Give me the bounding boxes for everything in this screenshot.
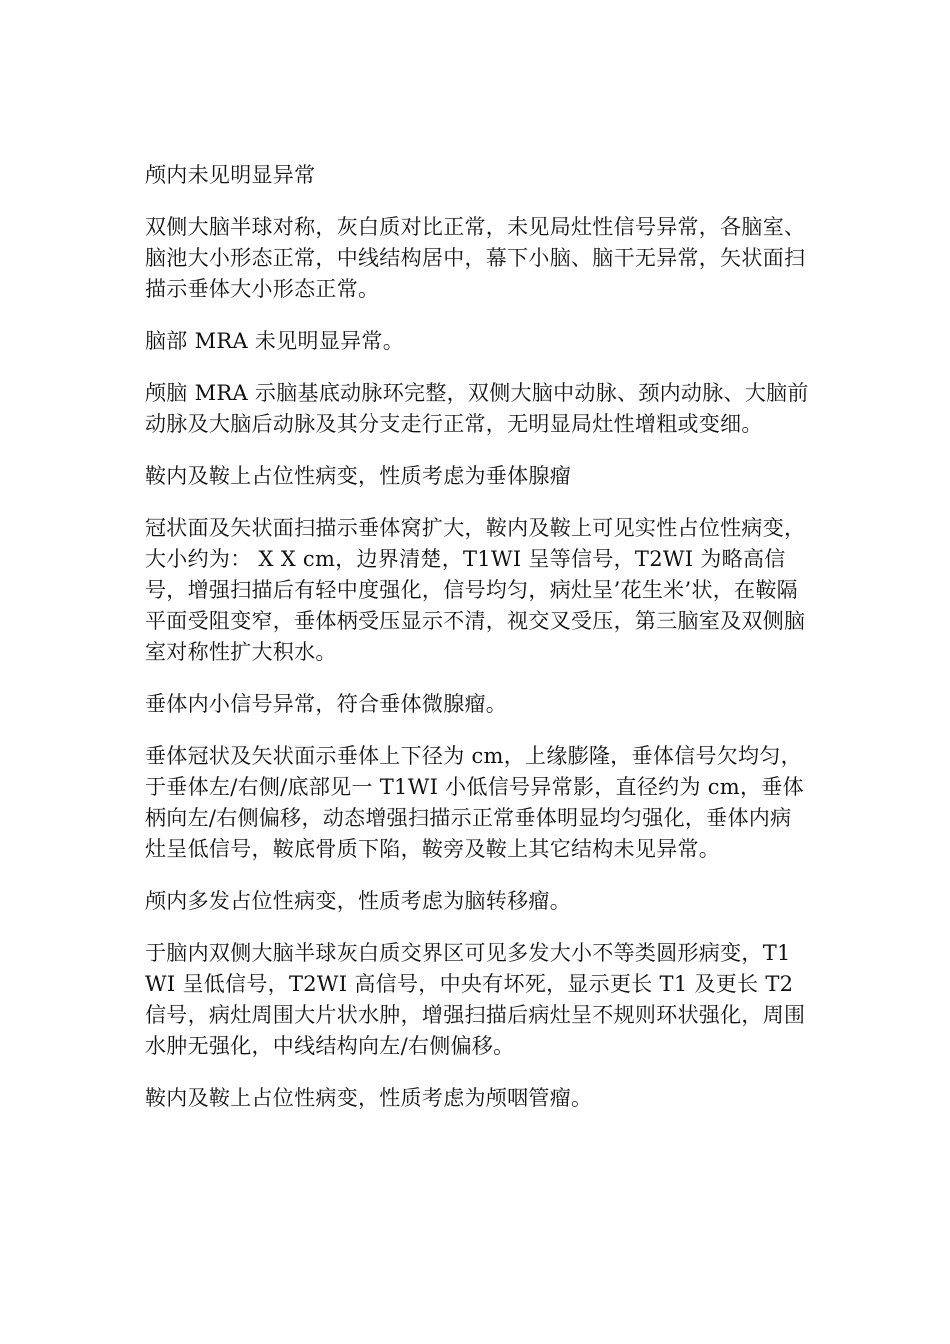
paragraph-finding-heading: 颅内多发占位性病变，性质考虑为脑转移瘤。 [145,889,571,913]
paragraph-finding-heading: 垂体内小信号异常，符合垂体微腺瘤。 [145,692,508,716]
paragraph-finding-heading: 鞍内及鞍上占位性病变，性质考虑为垂体腺瘤 [145,464,571,488]
paragraph-description: 于脑内双侧大脑半球灰白质交界区可见多发大小不等类圆形病变，T1WI 呈低信号，T2WI 高信号，中央有坏死，显示更长 T1 及更长 T2 信号，病灶周围大片状水肿，增强扫描后病灶呈不规则环状强化，周围水肿无强化，中线结构向左/右侧偏移。 [145,941,806,1058]
paragraph-finding-heading: 颅内未见明显异常 [145,163,316,187]
paragraph-description: 颅脑 MRA 示脑基底动脉环完整，双侧大脑中动脉、颈内动脉、大脑前动脉及大脑后动脉及其分支走行正常，无明显局灶性增粗或变细。 [145,381,809,436]
paragraph-description: 双侧大脑半球对称，灰白质对比正常，未见局灶性信号异常，各脑室、脑池大小形态正常，中线结构居中，幕下小脑、脑干无异常，矢状面扫描示垂体大小形态正常。 [145,215,806,301]
paragraph-description: 垂体冠状及矢状面示垂体上下径为 cm，上缘膨隆，垂体信号欠均匀，于垂体左/右侧/底部见一 T1WI 小低信号异常影，直径约为 cm，垂体柄向左/右侧偏移，动态增强扫描示正常垂体明显均匀强化，垂体内病灶呈低信号，鞍底骨质下陷，鞍旁及鞍上其它结构未见异常。 [145,744,804,861]
paragraph-description: 冠状面及矢状面扫描示垂体窝扩大，鞍内及鞍上可见实性占位性病变，大小约为： X X cm，边界清楚，T1WI 呈等信号，T2WI 为略高信号，增强扫描后有轻中度强化，信号均匀，病灶呈’花生米’状，在鞍隔平面受阻变窄，垂体柄受压显示不清，视交叉受压，第三脑室及双侧脑室对称性扩大积水。 [145,516,806,664]
paragraph-finding-heading: 脑部 MRA 未见明显异常。 [145,329,405,353]
document-body [145,160,810,1135]
paragraph-finding-heading: 鞍内及鞍上占位性病变，性质考虑为颅咽管瘤。 [145,1086,593,1110]
